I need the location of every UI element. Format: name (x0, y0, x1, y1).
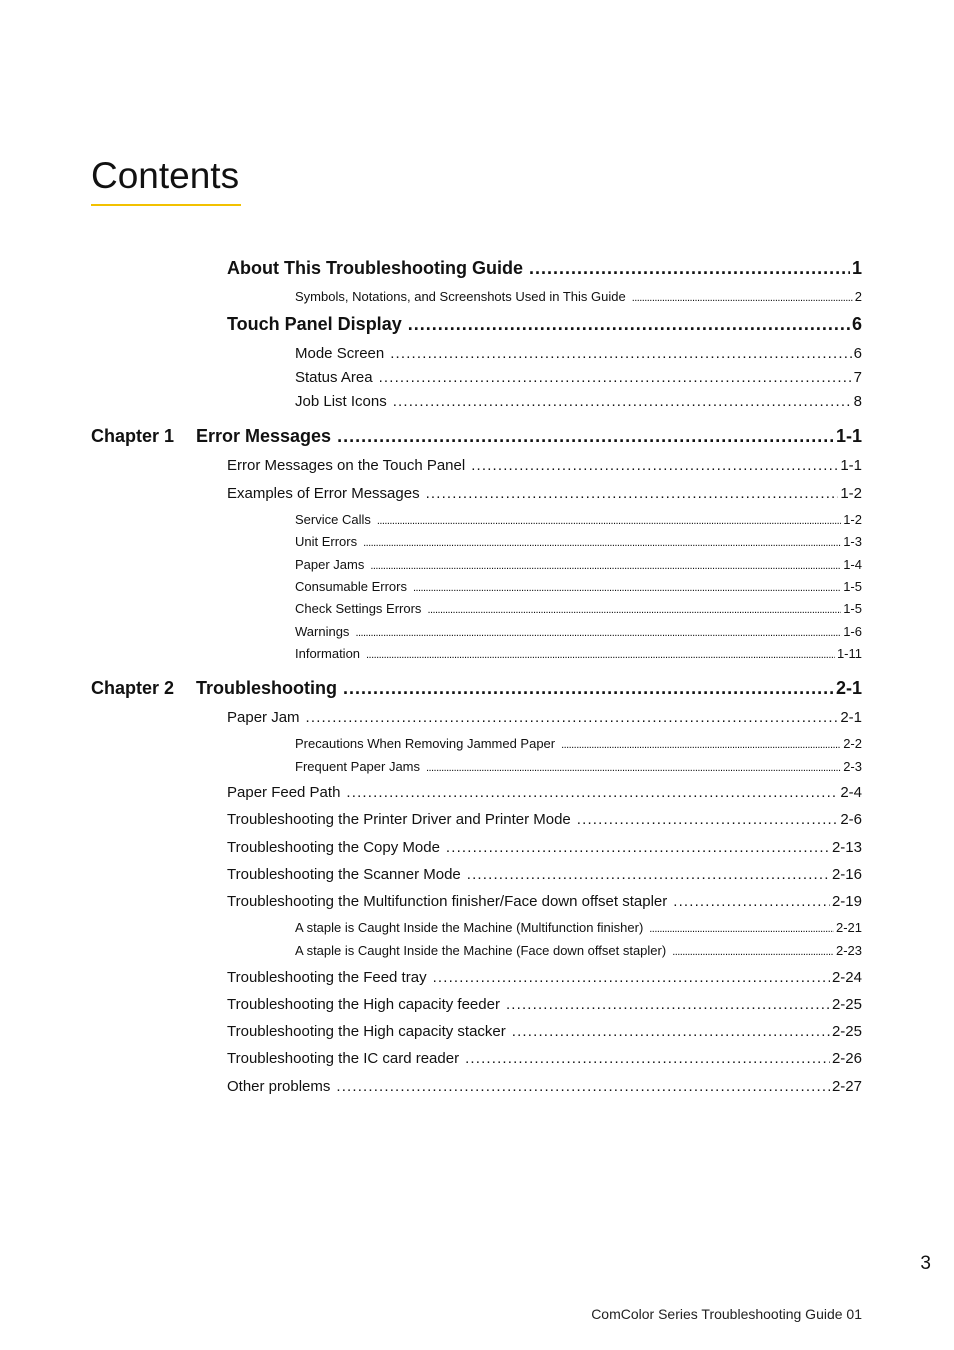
toc-label: Paper Jams (295, 557, 365, 572)
toc-label: Consumable Errors (295, 579, 407, 594)
dot-leader (379, 369, 852, 386)
dot-leader (408, 314, 850, 335)
toc-entry-chapter-1[interactable] (91, 426, 862, 447)
toc-page: 1-4 (843, 557, 862, 572)
footer-text: ComColor Series Troubleshooting Guide 01 (591, 1306, 862, 1322)
dot-leader (306, 709, 839, 726)
dot-leader (512, 1023, 830, 1040)
toc-label: Job List Icons (295, 393, 387, 410)
toc-label: Touch Panel Display (227, 314, 402, 334)
toc-label: Troubleshooting the Copy Mode (227, 839, 440, 856)
toc-page: 2-23 (835, 943, 862, 958)
dot-leader (346, 784, 838, 801)
toc-label (91, 426, 337, 447)
toc-entry-unit-errors[interactable] (295, 534, 862, 549)
dot-leader (561, 736, 841, 751)
dot-leader (427, 601, 841, 616)
toc-entry-error-touch-panel[interactable] (227, 457, 862, 474)
toc-entry-chapter-2[interactable] (91, 678, 862, 699)
toc-label: Unit Errors (295, 534, 358, 549)
toc-page: 2 (854, 289, 862, 304)
toc-page: 1-11 (836, 646, 862, 661)
toc-page: 1-6 (843, 624, 862, 639)
toc-label: A staple is Caught Inside the Machine (Face down offset stapler) (295, 943, 667, 958)
toc-page: 2-3 (843, 759, 862, 774)
toc-entry-staple-face-down[interactable] (295, 943, 862, 958)
toc-entry-ts-ic-card[interactable] (227, 1050, 862, 1067)
dot-leader (377, 512, 841, 527)
dot-leader (467, 866, 830, 883)
toc-label: About This Troubleshooting Guide (227, 258, 523, 278)
toc-page: 7 (853, 369, 862, 386)
toc-page: 1-3 (843, 534, 862, 549)
toc-page: 2-27 (831, 1078, 862, 1095)
toc-page: 2-26 (831, 1050, 862, 1067)
chapter-title: Error Messages (196, 426, 332, 446)
toc-page: 2-4 (840, 784, 862, 801)
dot-leader (337, 426, 834, 447)
dot-leader (343, 678, 834, 699)
dot-leader (366, 646, 835, 661)
dot-leader (426, 485, 839, 502)
toc-page: 1-2 (843, 512, 862, 527)
toc-entry-ts-feed-tray[interactable] (227, 969, 862, 986)
toc-label: A staple is Caught Inside the Machine (Multifunction finisher) (295, 920, 644, 935)
toc-page: 1-1 (840, 457, 862, 474)
dot-leader (363, 534, 841, 549)
toc-page: 2-19 (831, 893, 862, 910)
chapter-number: Chapter 2 (91, 678, 175, 698)
page-title: Contents (91, 155, 240, 196)
toc-label: Troubleshooting the Multifunction finisher/Face down offset stapler (227, 893, 668, 910)
toc-label: Other problems (227, 1078, 331, 1095)
toc-page: 2-25 (831, 1023, 862, 1040)
toc-label: Troubleshooting the Printer Driver and Printer Mode (227, 811, 571, 828)
toc-entry-ts-hc-feeder[interactable] (227, 996, 862, 1013)
toc-label: Troubleshooting the Feed tray (227, 969, 427, 986)
dot-leader (413, 579, 841, 594)
toc-entry-ts-hc-stacker[interactable] (227, 1023, 862, 1040)
toc-entry-mode-screen[interactable] (295, 345, 862, 362)
dot-leader (393, 393, 852, 410)
toc-page: 2-2 (843, 736, 862, 751)
dot-leader (465, 1050, 830, 1067)
toc-label: Troubleshooting the IC card reader (227, 1050, 460, 1067)
toc-page: 1-5 (843, 579, 862, 594)
toc-entry-paper-feed-path[interactable] (227, 784, 862, 801)
toc-page: 2-1 (840, 709, 862, 726)
toc-label: Troubleshooting the Scanner Mode (227, 866, 461, 883)
toc-label: Frequent Paper Jams (295, 759, 421, 774)
dot-leader (433, 969, 830, 986)
toc-entry-about[interactable] (227, 258, 862, 279)
toc-label: Check Settings Errors (295, 601, 422, 616)
dot-leader (336, 1078, 830, 1095)
toc-label: Information (295, 646, 361, 661)
toc-entry-frequent-paper-jams[interactable] (295, 759, 862, 774)
toc-page: 1-5 (843, 601, 862, 616)
toc-page: 1-2 (840, 485, 862, 502)
toc-entry-touch-panel[interactable] (227, 314, 862, 335)
toc-entry-paper-jam[interactable] (227, 709, 862, 726)
toc-page: 6 (853, 345, 862, 362)
toc-page: 2-13 (831, 839, 862, 856)
dot-leader (426, 759, 841, 774)
page-number: 3 (920, 1253, 931, 1274)
dot-leader (672, 943, 834, 958)
toc-page: 2-1 (835, 678, 862, 698)
toc-entry-symbols[interactable] (295, 289, 862, 304)
dot-leader (446, 839, 830, 856)
toc-page: 6 (851, 314, 862, 334)
chapter-title: Troubleshooting (196, 678, 337, 698)
toc-label: Error Messages on the Touch Panel (227, 457, 466, 474)
toc-entry-status-area[interactable] (295, 369, 862, 386)
toc-page: 2-16 (831, 866, 862, 883)
toc-entry-job-list-icons[interactable] (295, 393, 862, 410)
dot-leader (673, 893, 830, 910)
toc-entry-precautions[interactable] (295, 736, 862, 751)
toc-entry-other-problems[interactable] (227, 1078, 862, 1095)
dot-leader (577, 811, 839, 828)
dot-leader (370, 557, 841, 572)
toc-entry-consumable-errors[interactable] (295, 579, 862, 594)
dot-leader (529, 258, 850, 279)
toc-entry-information[interactable] (295, 646, 862, 661)
dot-leader (355, 624, 841, 639)
title-underline (91, 204, 241, 206)
toc-page: 1-1 (835, 426, 862, 446)
toc-entry-service-calls[interactable] (295, 512, 862, 527)
toc-label: Service Calls (295, 512, 371, 527)
toc-label: Symbols, Notations, and Screenshots Used in This Guide (295, 289, 626, 304)
dot-leader (471, 457, 838, 474)
toc-label: Precautions When Removing Jammed Paper (295, 736, 556, 751)
toc-page: 2-6 (840, 811, 862, 828)
toc-page: 2-25 (831, 996, 862, 1013)
toc-label: Warnings (295, 624, 350, 639)
toc-entry-error-examples[interactable] (227, 485, 862, 502)
toc-label: Troubleshooting the High capacity feeder (227, 996, 500, 1013)
dot-leader (390, 345, 851, 362)
toc-page: 8 (853, 393, 862, 410)
toc-entry-staple-multifunction[interactable] (295, 920, 862, 935)
toc-entry-ts-copy[interactable] (227, 839, 862, 856)
toc-label (91, 678, 343, 699)
toc-entry-paper-jams[interactable] (295, 557, 862, 572)
dot-leader (632, 289, 853, 304)
toc-entry-check-settings-errors[interactable] (295, 601, 862, 616)
toc-entry-ts-finisher[interactable] (227, 893, 862, 910)
toc-label: Paper Feed Path (227, 784, 341, 801)
dot-leader (649, 920, 834, 935)
toc-label: Examples of Error Messages (227, 485, 420, 502)
toc-entry-warnings[interactable] (295, 624, 862, 639)
toc-page: 1 (851, 258, 862, 278)
toc-label: Mode Screen (295, 345, 385, 362)
toc-label: Paper Jam (227, 709, 300, 726)
toc-entry-ts-scanner[interactable] (227, 866, 862, 883)
chapter-number: Chapter 1 (91, 426, 175, 446)
toc-label: Status Area (295, 369, 373, 386)
toc-page: 2-21 (835, 920, 862, 935)
dot-leader (506, 996, 830, 1013)
toc-page: 2-24 (831, 969, 862, 986)
toc-label: Troubleshooting the High capacity stacker (227, 1023, 506, 1040)
toc-entry-ts-printer[interactable] (227, 811, 862, 828)
